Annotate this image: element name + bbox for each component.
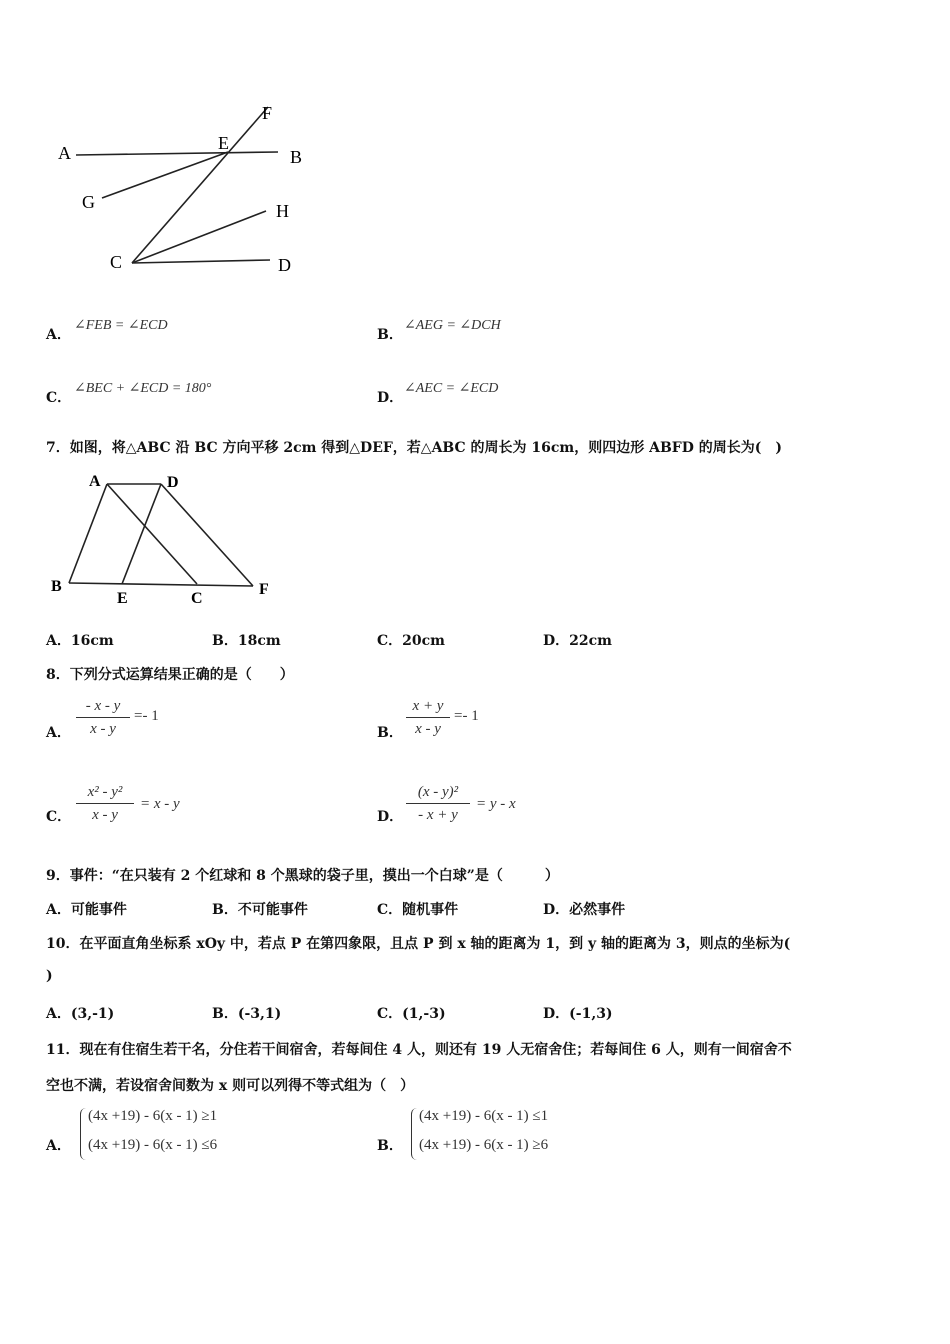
- q6-option-c-label: C．: [46, 390, 72, 406]
- q8-option-d-label: D．: [377, 809, 404, 825]
- q8-option-c-label: C．: [46, 809, 72, 825]
- q9-option-b: B．不可能事件: [212, 902, 308, 918]
- label-c: C: [110, 252, 123, 272]
- label-g: G: [82, 192, 95, 212]
- q7-option-c: C．20cm: [377, 633, 445, 649]
- q9-option-d: D．必然事件: [543, 902, 626, 918]
- q8-option-a-fraction: - x - y x - y: [76, 696, 130, 739]
- q8-option-a-rhs: =- 1: [134, 708, 159, 724]
- q10-option-d: D．(-1,3): [543, 1006, 613, 1022]
- q9-stem: 9．事件：“在只装有 2 个红球和 8 个黑球的袋子里，摸出一个白球”是（ ）: [46, 868, 559, 884]
- figure-translation: [45, 468, 285, 610]
- q8-option-c-fraction: x² - y² x - y: [76, 782, 134, 825]
- q11-option-b-label: B．: [377, 1138, 403, 1154]
- label-c: C: [191, 590, 203, 607]
- label-f: F: [262, 103, 273, 123]
- q6-option-d-expr: ∠AEC = ∠ECD: [404, 381, 499, 396]
- q10-option-c: C．(1,-3): [377, 1006, 446, 1022]
- q6-option-c-expr: ∠BEC + ∠ECD = 180°: [74, 381, 212, 396]
- figure-angles: [40, 95, 330, 295]
- q11-option-a-line2: (4x +19) - 6(x - 1) ≤6: [88, 1137, 218, 1153]
- q9-option-c: C．随机事件: [377, 902, 459, 918]
- q7-option-d: D．22cm: [543, 633, 612, 649]
- q11-option-b-line2: (4x +19) - 6(x - 1) ≥6: [419, 1137, 549, 1153]
- label-d: D: [167, 474, 179, 491]
- q11-option-a-line1: (4x +19) - 6(x - 1) ≥1: [88, 1108, 218, 1124]
- q7-stem: 7．如图，将△ABC 沿 BC 方向平移 2cm 得到△DEF，若△ABC 的周长为 16cm，则四边形 ABFD 的周长为( ): [46, 440, 783, 456]
- q8-stem: 8．下列分式运算结果正确的是（ ）: [46, 667, 294, 683]
- q11-option-a-label: A．: [46, 1138, 71, 1154]
- q11-option-a-brace: [80, 1108, 87, 1160]
- q11-stem-cont: 空也不满，若设宿舍间数为 x 则可以列得不等式组为（ ）: [46, 1078, 415, 1094]
- q6-option-d-label: D．: [377, 390, 404, 406]
- line-cf: [132, 107, 268, 263]
- q8-option-b-label: B．: [377, 725, 403, 741]
- q8-option-d-rhs: = y - x: [476, 796, 516, 812]
- q8-option-b-rhs: =- 1: [454, 708, 479, 724]
- label-h: H: [276, 201, 289, 221]
- label-d: D: [278, 255, 291, 275]
- q8-option-d-fraction: (x - y)² - x + y: [406, 782, 470, 825]
- q10-stem-cont: ): [46, 968, 53, 984]
- q9-option-a: A．可能事件: [46, 902, 127, 918]
- q11-option-b-brace: [411, 1108, 418, 1160]
- line-ab: [76, 152, 278, 155]
- q6-option-a-expr: ∠FEB = ∠ECD: [74, 318, 168, 333]
- q10-option-b: B．(-3,1): [212, 1006, 282, 1022]
- label-a: A: [58, 143, 71, 163]
- q8-option-a-label: A．: [46, 725, 71, 741]
- q7-option-b: B．18cm: [212, 633, 281, 649]
- label-a: A: [89, 473, 101, 490]
- q7-option-a: A．16cm: [46, 633, 114, 649]
- q6-option-b-label: B．: [377, 327, 403, 343]
- q11-stem: 11．现在有住宿生若干名，分住若干间宿舍，若每间住 4 人，则还有 19 人无宿舍住；若每间住 6 人，则有一间宿舍不: [46, 1042, 792, 1058]
- label-e: E: [117, 590, 128, 607]
- q6-option-a-label: A．: [46, 327, 71, 343]
- q6-option-b-expr: ∠AEG = ∠DCH: [404, 318, 501, 333]
- label-b: B: [51, 578, 62, 595]
- q8-option-b-fraction: x + y x - y: [406, 696, 450, 739]
- label-f: F: [259, 581, 269, 598]
- line-cd: [132, 260, 270, 263]
- q11-option-b-line1: (4x +19) - 6(x - 1) ≤1: [419, 1108, 549, 1124]
- q10-stem: 10．在平面直角坐标系 xOy 中，若点 P 在第四象限，且点 P 到 x 轴的距离为 1，到 y 轴的距离为 3，则点的坐标为(: [46, 936, 791, 952]
- q10-option-a: A．(3,-1): [46, 1006, 115, 1022]
- label-e: E: [218, 133, 229, 153]
- label-b: B: [290, 147, 303, 167]
- line-ch: [132, 211, 266, 263]
- q8-option-c-rhs: = x - y: [140, 796, 180, 812]
